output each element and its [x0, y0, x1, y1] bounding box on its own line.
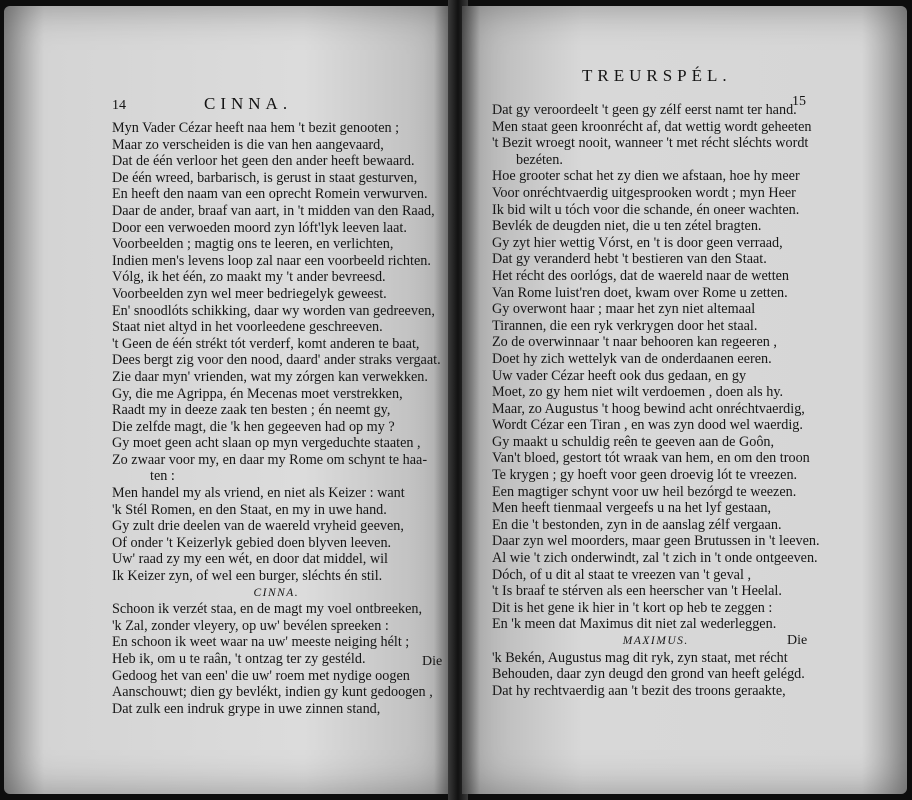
text-line: Van't bloed, gestort tót wraak van hem, en om den troon	[492, 450, 810, 467]
text-line: Gy zyt hier wettig Vórst, en 't is door geen verraad,	[492, 234, 783, 251]
text-line: 'k Stél Romen, en den Staat, en my in uwe hand.	[112, 501, 387, 518]
text-line: Zo de overwinnaar 't naar behooren kan regeeren ,	[492, 334, 777, 351]
text-line: Een magtiger schynt voor uw heil bezórgd te weezen.	[492, 483, 797, 500]
text-line: Raadt my in deeze zaak ten besten ; én neemt gy,	[112, 402, 391, 419]
text-line: Dit is het gene ik hier in 't kort op heb te zeggen :	[492, 599, 773, 616]
speaker-name: CINNA.	[253, 586, 300, 599]
text-line: Of onder 't Keizerlyk gebied doen blyven leeven.	[112, 534, 392, 551]
speaker-name: MAXIMUS.	[622, 635, 689, 647]
text-line: ten :	[150, 468, 175, 485]
text-line: Vólg, ik het één, zo maakt my 't ander bevreesd.	[112, 269, 386, 286]
text-line: Dat de één verloor het geen den ander heeft bewaard.	[112, 153, 415, 170]
text-line: Die zelfde magt, die 'k hen gegeeven had op my ?	[112, 418, 395, 435]
text-line: Dat hy rechtvaerdig aan 't bezit des troons geraakte,	[492, 682, 786, 699]
text-line: Dat gy veroordeelt 't geen gy zélf eerst namt ter hand.	[492, 102, 797, 118]
text-line: Ik Keizer zyn, of wel een burger, sléchts én stil.	[112, 568, 383, 585]
text-line: Voorbeelden zyn wel meer bedriegelyk geweest.	[112, 285, 387, 302]
text-line: Aanschouwt; dien gy bevlékt, indien gy kunt gedoogen ,	[112, 684, 433, 701]
text-line: Behouden, daar zyn deugd den grond van heeft gelégd.	[492, 666, 805, 683]
text-line: Staat niet altyd in het voorleedene geschreeven.	[112, 319, 383, 336]
text-line: Men handel my als vriend, en niet als Keizer : want	[112, 485, 405, 502]
text-line: Dat zulk een indruk grype in uwe zinnen stand,	[112, 700, 381, 717]
text-line: Men staat geen kroonrécht af, dat wettig wordt geheeten	[492, 118, 812, 135]
text-line: Hoe grooter schat het zy dien we afstaan, hoe hy meer	[492, 168, 800, 185]
text-line: 't Is braaf te stérven als een heerscher van 't Heelal.	[492, 583, 782, 600]
text-line: Maar zo verscheiden is die van hen aangevaard,	[112, 136, 384, 153]
text-line: Bevlék de deugden niet, die u ten zétel bragten.	[492, 218, 762, 235]
left-page-header	[4, 94, 454, 118]
running-head: TREURSPÉL.	[582, 66, 732, 85]
text-line: Tirannen, die een ryk verkrygen door het staal.	[492, 317, 758, 334]
text-line: Zo zwaar voor my, en daar my Rome om schynt te haa-	[112, 451, 428, 468]
text-line: Ik bid wilt u tóch voor die schande, én oneer wachten.	[492, 201, 800, 218]
text-line: Dat gy veranderd hebt 't bestieren van den Staat.	[492, 251, 767, 268]
text-line: Indien men's levens loop zal naar een voorbeeld richten.	[112, 252, 431, 269]
text-line: 'k Bekén, Augustus mag dit ryk, zyn staat, met récht	[492, 649, 788, 666]
text-line: Gy zult drie deelen van de waereld vryheid geeven,	[112, 518, 404, 535]
catchword: Die	[787, 633, 808, 648]
text-line: Door een verwoeden moord zyn lóft'lyk leeven laat.	[112, 219, 407, 236]
text-line: En heeft den naam van een oprecht Romein verwurven.	[112, 186, 428, 203]
text-line: Gy, die me Agrippa, én Mecenas moet verstrekken,	[112, 385, 403, 402]
text-line: 't Bezit wroegt nooit, wanneer 't met récht sléchts wordt	[492, 135, 809, 152]
left-page	[4, 6, 454, 794]
right-page	[462, 6, 907, 794]
text-line: En die 't bestonden, zyn in de aanslag zélf vergaan.	[492, 516, 782, 533]
text-line: bezéten.	[516, 151, 563, 168]
text-line: Van Rome luist'ren doet, kwam over Rome u zetten.	[492, 284, 788, 301]
text-line: Men heeft tienmaal vergeefs u na het lyf gestaan,	[492, 500, 772, 517]
text-line: Daar de ander, braaf van aart, in 't midden van den Raad,	[112, 202, 435, 219]
text-line: Moet, zo gy hem niet wilt verdoemen , doen als hy.	[492, 384, 784, 401]
text-line: Gy overwont haar ; maar het zyn niet altemaal	[492, 301, 756, 318]
text-line: En 'k meen dat Maximus dit niet zal wederleggen.	[492, 616, 777, 633]
page-number: 14	[112, 98, 126, 113]
text-line: Heb ik, om u te raân, 't ontzag ter zy gestéld.	[112, 651, 366, 667]
text-line: Myn Vader Cézar heeft naa hem 't bezit genooten ;	[112, 120, 400, 136]
text-line: Dóch, of u dit al staat te vreezen van 't geval ,	[492, 566, 752, 583]
text-line: Gedoog het van een' die uw' roem met nydige oogen	[112, 667, 410, 684]
text-line: Uw' raad zy my een wét, en door dat middel, wil	[112, 551, 388, 568]
page-number: 15	[792, 94, 806, 109]
left-page-text	[112, 120, 441, 717]
text-line: Gy maakt u schuldig reên te geeven aan de Goôn,	[492, 433, 775, 450]
text-line: En' snoodlóts schikking, daar wy worden van gedreeven,	[112, 302, 435, 319]
text-line: 'k Zal, zonder vleyery, op uw' bevélen spreeken :	[112, 617, 389, 634]
running-head: CINNA.	[204, 94, 293, 113]
right-page-text	[492, 102, 820, 699]
text-line: En schoon ik weet waar na uw' meeste neiging hélt ;	[112, 634, 410, 651]
text-line: Dees bergt zig voor den nood, daard' ander straks vergaat.	[112, 352, 441, 369]
catchword: Die	[422, 654, 443, 669]
text-line: Zie daar myn' vrienden, wat my zórgen kan verwekken.	[112, 368, 428, 385]
text-line: Te krygen ; gy hoeft voor geen droevig lót te vreezen.	[492, 467, 798, 484]
text-line: Schoon ik verzét staa, en de magt my voel ontbreeken,	[112, 601, 423, 618]
text-line: Maar, zo Augustus 't hoog bewind acht onréchtvaerdig,	[492, 400, 805, 417]
text-line: Voorbeelden ; magtig ons te leeren, en verlichten,	[112, 236, 394, 253]
text-line: Voor onréchtvaerdig uitgesprooken wordt ; myn Heer	[492, 184, 796, 201]
text-line: Wordt Cézar een Tiran , en was zyn dood wel waerdig.	[492, 417, 803, 434]
text-line: Doet hy zich wettelyk van de onderdaanen eeren.	[492, 350, 772, 367]
text-line: Gy moet geen acht slaan op myn vergeduchte staaten ,	[112, 435, 421, 452]
text-line: Daar zyn wel moorders, maar geen Brutussen in 't leeven.	[492, 533, 820, 550]
text-line: De één wreed, barbarisch, is gerust in staat gesturven,	[112, 169, 418, 186]
text-line: Al wie 't zich onderwindt, zal 't zich in 't onde ontgeeven.	[492, 550, 818, 567]
text-line: Uw vader Cézar heeft ook dus gedaan, en gy	[492, 367, 747, 384]
text-line: 't Geen de één strékt tót verderf, komt anderen te baat,	[112, 335, 420, 352]
text-line: Het récht des oorlógs, dat de waereld naar de wetten	[492, 267, 790, 284]
